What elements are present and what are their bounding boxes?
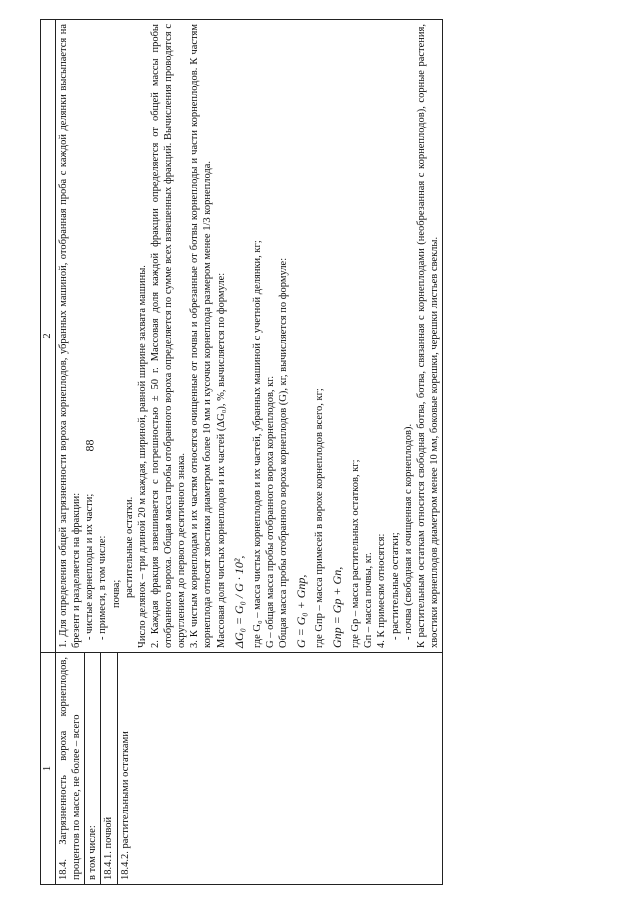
method-text: 3. К чистым корнеплодам и их частям относятся очищенные от почвы и обрезанные от ботвы корнеплоды и части корнеплодов. К частям корнеплода относят хвостики диаметром более 10 мм и кусочки корнеплода размером менее 1/3 корнеплода.: [189, 24, 214, 648]
method-text: - чистые корнеплоды и их части;: [84, 493, 96, 640]
indicator-cell: [56, 653, 443, 885]
method-text: 4. К примесям относятся:: [376, 533, 388, 648]
method-text: К растительным остаткам относится свободная ботва, ботва, связанная с корнеплодами (необрезанная с корнеплодов), сорные растения, хвостики корнеплодов диаметром менее 10 мм, боковые корешки, черешки листьев свеклы.: [415, 24, 440, 648]
requirements-table: [40, 19, 443, 885]
table-row: [56, 20, 443, 885]
method-text: Общая масса пробы отобранного вороха корнеплодов (G), кг, вычисляется по формуле:: [277, 257, 289, 648]
method-cell: [56, 20, 443, 653]
indicator-soil: 18.4.1. почвой: [101, 653, 117, 884]
method-text: - растительные остатки;: [389, 532, 401, 640]
method-text: почва;: [110, 579, 122, 608]
indicator-total: 18.4. Загрязненность вороха корнеплодов, процентов по массе, не более – всего: [56, 653, 85, 884]
formula-total-mass: G = G₀ + Gпр,: [294, 574, 308, 648]
method-text: Gп – масса почвы, кг.: [363, 552, 375, 648]
method-text: Число делянок – три длиной 20 м каждая, шириной, равной ширине захвата машины.: [136, 265, 148, 648]
formula-impurities: Gпр = Gр + Gп,: [330, 566, 345, 648]
method-text: - почва (свободная и очищенная с корнеплодов).: [402, 423, 414, 640]
method-text: растительные остатки.: [123, 496, 135, 598]
table-header-row: [41, 20, 56, 885]
formula-mass-share: ΔG₀ = G₀ / G · 10²,: [231, 555, 246, 648]
method-text: где Gпр – масса примесей в ворохе корнеплодов всего, кг;: [314, 388, 325, 648]
method-text: где G₀ – масса чистых корнеплодов и их частей, убранных машиной с учетной делянки, кг;: [251, 240, 263, 648]
column-header-2: 2: [41, 20, 56, 653]
method-text: где Gр – масса растительных остатков, кг;: [350, 459, 362, 648]
indicator-plant-residues: 18.4.2. растительными остатками: [119, 731, 131, 880]
method-text: 2. Каждая фракция взвешивается с погрешностью ± 50 г. Массовая доля каждой фракции определяется от общей массы пробы отобранного вороха. Общая масса пробы отобранного вороха определяется по сумме всех взвешенных фракций. Вычисления проводятся с округлением до первого десятичного знака.: [149, 24, 188, 648]
method-text: Массовая доля чистых корнеплодов и их частей (ΔG₀), %, вычисляется по формуле:: [215, 272, 227, 648]
method-text: 1. Для определения общей загрязненности вороха корнеплодов, убранных машиной, отобранная проба с каждой делянки высыпается на брезент и разделяется на фракции:: [58, 24, 83, 648]
method-text: - примеси, в том числе:: [97, 535, 109, 640]
page-number: 88: [82, 439, 97, 452]
rotated-page-content: [40, 20, 565, 885]
indicator-including: в том числе:: [85, 653, 101, 884]
method-text: G – общая масса пробы отобранного вороха корнеплодов, кг.: [264, 375, 276, 648]
column-header-1: 1: [41, 653, 56, 885]
